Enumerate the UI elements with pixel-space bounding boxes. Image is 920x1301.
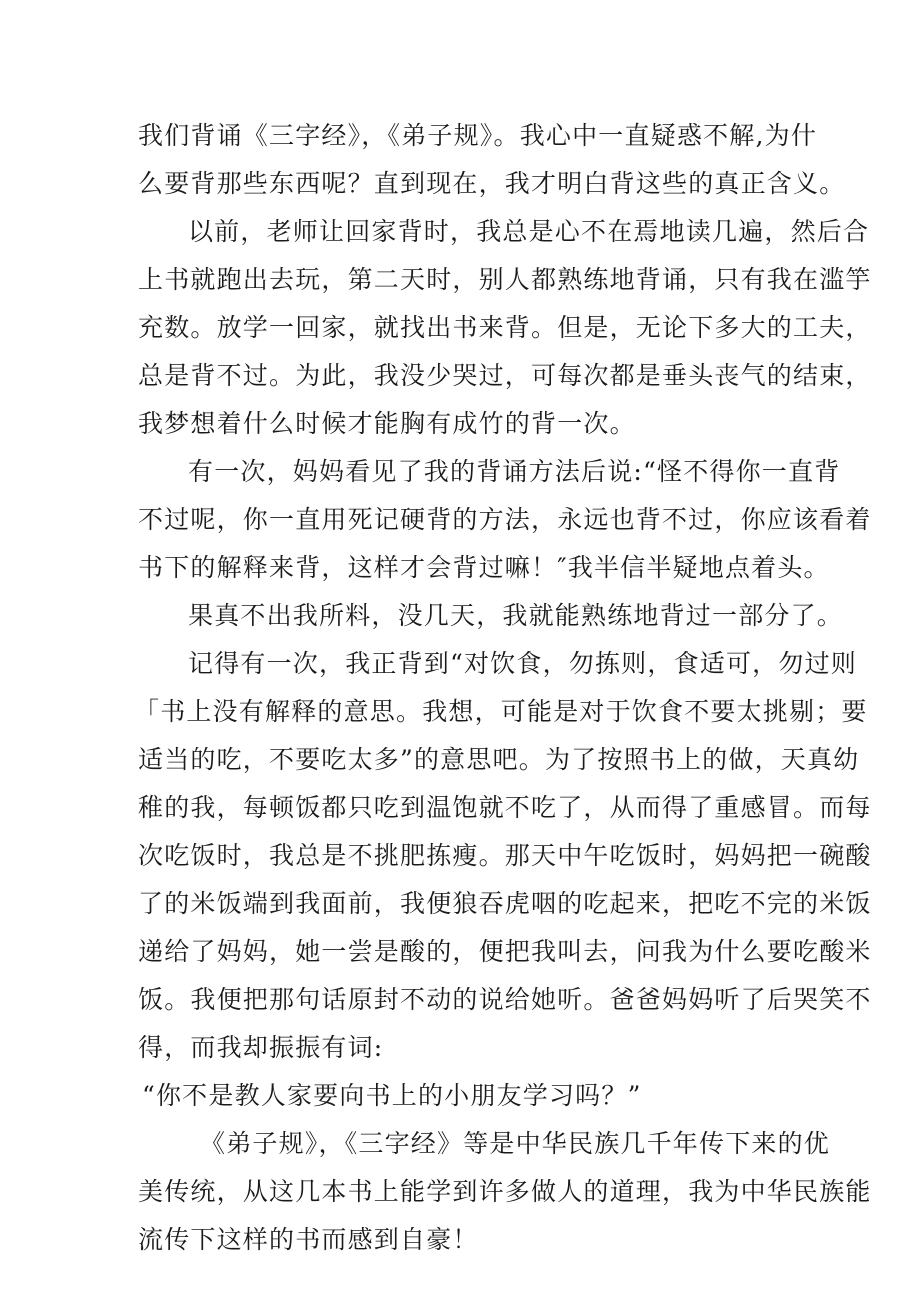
text-line-10: 书下的解释来背，这样才会背过嘛！″我半信半疑地点着头。	[138, 553, 830, 582]
text-line-19: 饭。我便把那句话原封不动的说给她听。爸爸妈妈听了后哭笑不	[138, 985, 872, 1014]
text-line-8: 有一次，妈妈看见了我的背诵方法后说:“怪不得你一直背	[188, 457, 841, 486]
text-line-24: 流传下这样的书而感到自豪！	[138, 1225, 479, 1254]
text-line-6: 总是背不过。为此，我没少哭过，可每次都是垂头丧气的结束，	[138, 361, 872, 390]
text-line-2: 么要背那些东西呢？直到现在，我才明白背这些的真正含义。	[138, 169, 846, 198]
text-line-17: 了的米饭端到我面前，我便狼吞虎咽的吃起来，把吃不完的米饭	[138, 889, 872, 918]
text-line-3: 以前，老师让回家背时，我总是心不在焉地读几遍，然后合	[188, 217, 870, 246]
text-line-20: 得，而我却振振有词:	[138, 1033, 384, 1062]
text-line-1: 我们背诵《三字经》，《弟子规》。我心中一直疑惑不解,为什	[138, 121, 818, 150]
text-line-21: “你不是教人家要向书上的小朋友学习吗？”	[142, 1081, 642, 1110]
text-line-4: 上书就跑出去玩，第二天时，别人都熟练地背诵，只有我在滥竽	[138, 265, 872, 294]
text-line-18: 递给了妈妈，她一尝是酸的，便把我叫去，问我为什么要吃酸米	[138, 937, 872, 966]
text-line-11: 果真不出我所料，没几天，我就能熟练地背过一部分了。	[188, 601, 844, 630]
text-line-15: 稚的我，每顿饭都只吃到温饱就不吃了，从而得了重感冒。而每	[138, 793, 872, 822]
text-line-16: 次吃饭时，我总是不挑肥拣瘦。那天中午吃饭时，妈妈把一碗酸	[138, 841, 872, 870]
text-line-12: 记得有一次，我正背到“对饮食，勿拣则，食适可，勿过则	[188, 649, 857, 678]
text-line-5: 充数。放学一回家，就找出书来背。但是，无论下多大的工夫，	[138, 313, 872, 342]
text-line-23: 美传统，从这几本书上能学到许多做人的道理，我为中华民族能	[138, 1177, 872, 1206]
text-line-9: 不过呢，你一直用死记硬背的方法，永远也背不过，你应该看着	[138, 505, 872, 534]
text-line-13: 「书上没有解释的意思。我想，可能是对于饮食不要太挑剔；要	[134, 697, 868, 726]
text-line-22: 《弟子规》，《三字经》等是中华民族几千年传下来的优	[200, 1129, 831, 1158]
text-line-7: 我梦想着什么时候才能胸有成竹的背一次。	[138, 409, 636, 438]
text-line-14: 适当的吃，不要吃太多”的意思吧。为了按照书上的做，天真幼	[138, 745, 860, 774]
